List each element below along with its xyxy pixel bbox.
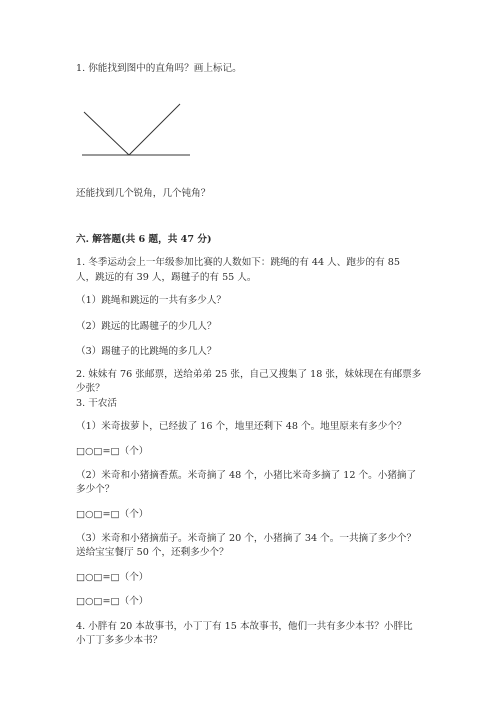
p3-answer2: □○□=□（个） xyxy=(76,509,149,520)
p4-line1: 4. 小胖有 20 本故事书，小丁丁有 15 本故事书，他们一共有多少本书？小胖比 xyxy=(76,621,413,632)
p1-sub3: （3）踢毽子的比跳绳的多几人？ xyxy=(76,346,217,357)
right-ray xyxy=(129,104,180,155)
p1-line2: 人，跳远的有 39 人，踢毽子的有 55 人。 xyxy=(76,272,257,283)
p2-line2: 少张？ xyxy=(76,383,105,394)
angle-figure xyxy=(76,98,196,164)
p3-sub3-line2: 送给宝宝餐厅 50 个，还剩多少个？ xyxy=(76,547,229,558)
left-ray xyxy=(84,112,129,155)
p1-line1: 1. 冬季运动会上一年级参加比赛的人数如下：跳绳的有 44 人、跑步的有 85 xyxy=(76,257,400,268)
p1-sub2: （2）跳远的比踢毽子的少几人？ xyxy=(76,321,217,332)
p3-title: 3. 干农活 xyxy=(76,398,117,409)
p3-answer1: □○□=□（个） xyxy=(76,446,149,457)
p3-sub3-line1: （3）米奇和小猪摘茄子。米奇摘了 20 个，小猪摘了 34 个。一共摘了多少个？ xyxy=(76,533,417,544)
q1-followup: 还能找到几个锐角，几个钝角？ xyxy=(76,188,211,199)
p3-sub1: （1）米奇拔萝卜，已经拔了 16 个，地里还剩下 48 个。地里原来有多少个？ xyxy=(76,421,407,432)
p3-answer3b: □○□=□（个） xyxy=(76,596,149,607)
p4-line2: 小丁丁多多少本书？ xyxy=(76,635,163,646)
q1-title: 1. 你能找到图中的直角吗？画上标记。 xyxy=(76,63,242,74)
p3-sub2-line2: 多少个？ xyxy=(76,484,115,495)
p3-answer3a: □○□=□（个） xyxy=(76,572,149,583)
p1-sub1: （1）跳绳和跳远的一共有多少人？ xyxy=(76,295,227,306)
section-heading: 六. 解答题(共 6 题，共 47 分) xyxy=(76,234,212,245)
p3-sub2-line1: （2）米奇和小猪摘香蕉。米奇摘了 48 个，小猪比米奇多摘了 12 个。小猪摘了 xyxy=(76,470,417,481)
p2-line1: 2. 妹妹有 76 张邮票，送给弟弟 25 张，自己又搜集了 18 张，妹妹现在有邮票多 xyxy=(76,369,422,380)
